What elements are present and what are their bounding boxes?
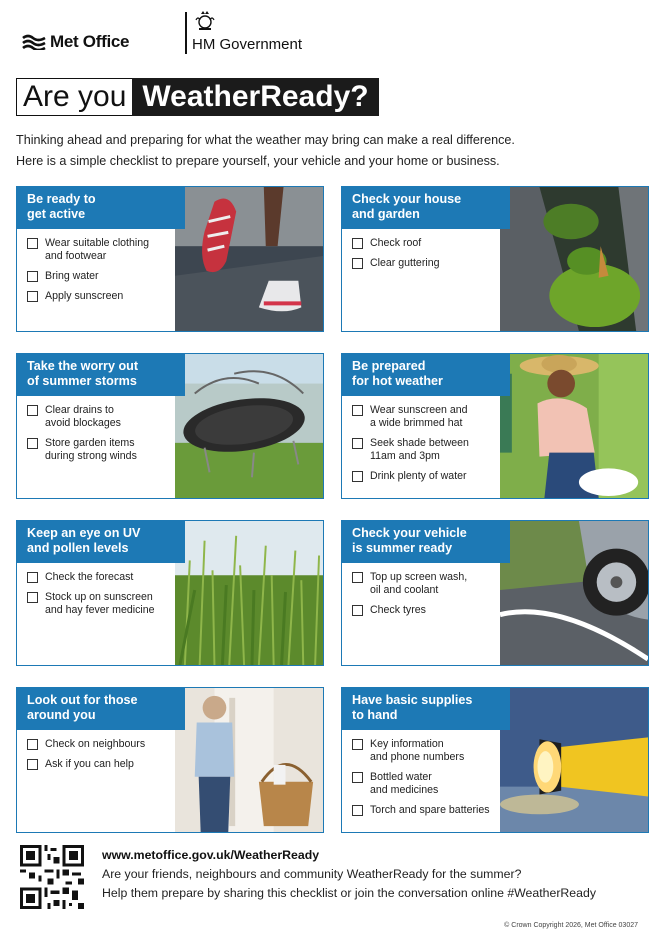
card-title-line: Look out for those (27, 693, 138, 707)
checklist (352, 404, 502, 490)
item-text: Bring water (45, 270, 99, 282)
checkbox[interactable] (27, 592, 38, 603)
header-logos (22, 8, 322, 58)
page-title-part1: Are you (16, 78, 132, 116)
checkbox[interactable] (352, 572, 363, 583)
checklist-item[interactable] (352, 237, 502, 250)
item-text: Seek shade between (370, 437, 469, 449)
item-text: Drink plenty of water (370, 470, 467, 482)
checklist (27, 738, 177, 778)
checklist-card-basic-supplies (341, 687, 649, 833)
card-title (17, 521, 185, 563)
checklist-item[interactable] (352, 437, 502, 463)
item-text: Bottled water (370, 771, 432, 783)
checklist-item[interactable] (27, 591, 177, 617)
item-text: Ask if you can help (45, 758, 134, 770)
item-text: a wide brimmed hat (370, 417, 463, 429)
checklist-item[interactable] (27, 738, 177, 751)
card-title-line: Be ready to (27, 192, 96, 206)
item-text: Store garden items (45, 437, 135, 449)
mossy-gutter-photo (500, 187, 648, 331)
card-title (17, 354, 185, 396)
page-title-part2: WeatherReady? (132, 78, 378, 116)
checklist-card-look-out (16, 687, 324, 833)
copyright-text: © Crown Copyright 2026, Met Office 03027 (504, 922, 638, 929)
card-title-line: to hand (352, 708, 398, 722)
checklist (352, 571, 502, 624)
item-text: during strong winds (45, 450, 137, 462)
checklist-item[interactable] (352, 604, 502, 617)
hm-government-logo-text: HM Government (192, 36, 303, 53)
checklist (27, 237, 177, 310)
item-text: oil and coolant (370, 584, 439, 596)
checkbox[interactable] (352, 471, 363, 482)
checkbox[interactable] (27, 291, 38, 302)
footer-line-2: Help them prepare by sharing this checklist or join the conversation online #WeatherReady (102, 886, 596, 900)
checklist-card-get-active (16, 186, 324, 332)
checkbox[interactable] (27, 438, 38, 449)
met-office-logo-text: Met Office (50, 32, 130, 51)
card-title-line: and garden (352, 207, 420, 221)
intro-line-2: Here is a simple checklist to prepare yourself, your vehicle and your home or business. (16, 154, 500, 168)
item-text: Key information (370, 738, 444, 750)
card-title-line: Check your house (352, 192, 462, 206)
checkbox[interactable] (352, 739, 363, 750)
qr-code-icon[interactable] (20, 845, 84, 909)
card-title-line: of summer storms (27, 374, 137, 388)
checklist-item[interactable] (352, 738, 502, 764)
card-title-line: and pollen levels (27, 541, 129, 555)
checkbox[interactable] (27, 238, 38, 249)
item-text: Clear guttering (370, 257, 440, 269)
item-text: Wear sunscreen and (370, 404, 468, 416)
checkbox[interactable] (352, 605, 363, 616)
intro-text (16, 130, 656, 172)
checkbox[interactable] (27, 405, 38, 416)
item-text: avoid blockages (45, 417, 121, 429)
checklist-item[interactable] (352, 404, 502, 430)
card-title-line: Check your vehicle (352, 526, 467, 540)
running-shoes-photo (175, 187, 323, 331)
checklist-item[interactable] (27, 571, 177, 584)
footer-line-1: Are your friends, neighbours and community WeatherReady for the summer? (102, 867, 522, 881)
item-text: Check the forecast (45, 571, 134, 583)
checkbox[interactable] (27, 271, 38, 282)
checklist-card-vehicle (341, 520, 649, 666)
toppled-trampoline-photo (175, 354, 323, 498)
item-text: Torch and spare batteries (370, 804, 490, 816)
card-title-line: Take the worry out (27, 359, 139, 373)
checklist-item[interactable] (27, 270, 177, 283)
card-title (342, 688, 510, 730)
checklist-card-summer-storms (16, 353, 324, 499)
checklist-item[interactable] (27, 437, 177, 463)
neighbour-shopping-photo (175, 688, 323, 832)
card-title-line: is summer ready (352, 541, 453, 555)
checkbox[interactable] (352, 805, 363, 816)
card-title (342, 354, 510, 396)
royal-crest-icon (193, 8, 217, 32)
checklist-item[interactable] (352, 571, 502, 597)
checklist (352, 738, 502, 824)
gardener-sunhat-photo (500, 354, 648, 498)
checkbox[interactable] (352, 772, 363, 783)
item-text: and hay fever medicine (45, 604, 155, 616)
card-title (17, 187, 185, 229)
hmg-divider-bar (185, 12, 187, 54)
hm-government-logo[interactable] (185, 8, 302, 54)
item-text: Apply sunscreen (45, 290, 124, 302)
item-text: 11am and 3pm (370, 450, 440, 462)
item-text: Top up screen wash, (370, 571, 468, 583)
item-text: and footwear (45, 250, 107, 262)
item-text: Check on neighbours (45, 738, 146, 750)
tall-grass-photo (175, 521, 323, 665)
met-office-waves-icon (22, 34, 46, 50)
car-tyre-road-photo (500, 521, 648, 665)
card-title-line: for hot weather (352, 374, 443, 388)
checklist (27, 571, 177, 624)
checkbox[interactable] (352, 405, 363, 416)
yellow-torch-photo (500, 688, 648, 832)
checklist-card-house-garden (341, 186, 649, 332)
item-text: Wear suitable clothing (45, 237, 150, 249)
checkbox[interactable] (352, 258, 363, 269)
item-text: and medicines (370, 784, 439, 796)
intro-line-1: Thinking ahead and preparing for what the weather may bring can make a real difference. (16, 133, 515, 147)
item-text: Stock up on sunscreen (45, 591, 153, 603)
page-title (16, 78, 379, 116)
card-title-line: Have basic supplies (352, 693, 473, 707)
checkbox[interactable] (352, 438, 363, 449)
checklist-item[interactable] (352, 804, 502, 817)
checklist (27, 404, 177, 470)
item-text: Check tyres (370, 604, 426, 616)
footer-text (102, 846, 652, 903)
card-title-line: around you (27, 708, 96, 722)
met-office-logo[interactable] (22, 32, 129, 52)
checklist (352, 237, 502, 277)
checklist-item[interactable] (27, 237, 177, 263)
checkbox[interactable] (27, 739, 38, 750)
checkbox[interactable] (27, 759, 38, 770)
item-text: Check roof (370, 237, 422, 249)
card-title-line: Be prepared (352, 359, 426, 373)
checklist-item[interactable] (27, 404, 177, 430)
item-text: Clear drains to (45, 404, 114, 416)
weatherready-link[interactable]: www.metoffice.gov.uk/WeatherReady (102, 848, 320, 862)
card-title (342, 521, 510, 563)
checklist-item[interactable] (27, 758, 177, 771)
checkbox[interactable] (352, 238, 363, 249)
card-title (17, 688, 185, 730)
checklist-item[interactable] (352, 771, 502, 797)
card-title (342, 187, 510, 229)
checklist-item[interactable] (352, 470, 502, 483)
checklist-card-hot-weather (341, 353, 649, 499)
card-title-line: get active (27, 207, 86, 221)
checkbox[interactable] (27, 572, 38, 583)
checklist-item[interactable] (352, 257, 502, 270)
card-title-line: Keep an eye on UV (27, 526, 141, 540)
checklist-card-uv-pollen (16, 520, 324, 666)
checklist-item[interactable] (27, 290, 177, 303)
item-text: and phone numbers (370, 751, 465, 763)
